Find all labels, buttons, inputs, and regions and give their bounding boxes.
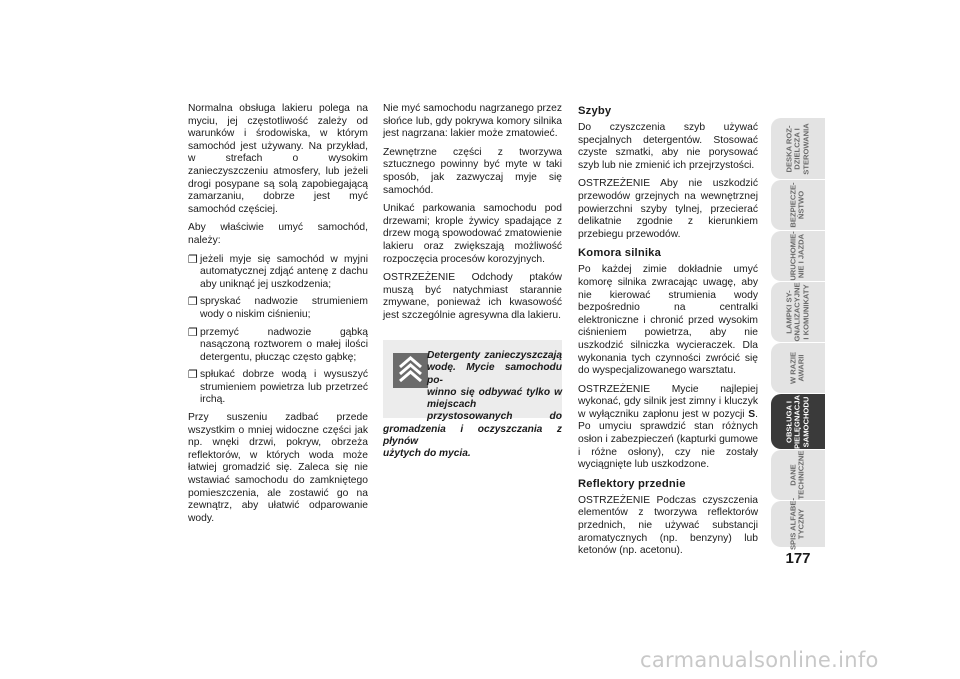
text-column-1 [188, 103, 368, 531]
sidebar-tab-dashboard[interactable] [771, 118, 825, 179]
list-item [188, 327, 368, 365]
warning-paragraph: OSTRZEŻENIE Aby nie uszkodzić przewodów grzejnych na wewnętrznej powierzchni szyby tylnej, przecierać delikatnie zgodnie z kierunkiem przebiegu przewodów. [578, 178, 758, 240]
list-item [188, 369, 368, 407]
checkbox-bullet-icon: ❐ [188, 369, 198, 382]
paragraph: Nie myć samochodu nagrzanego przez słońce lub, gdy pokrywa komory silnika jest nagrzana: lakier może zmatowieć. [383, 103, 562, 140]
checkbox-bullet-icon: ❐ [188, 296, 198, 309]
warning-paragraph: OSTRZEŻENIE Odchody ptaków muszą być natychmiast starannie zmywane, ponieważ ich kwasowość jest szczególnie agresywna dla lakieru. [383, 272, 562, 321]
text-span: . Po umyciu sprawdzić stan różnych osłon i zabezpieczeń (kapturki gumowe i różne osłony), czy nie zostały wyciągnięte lub uszkodzone. [578, 408, 758, 471]
paragraph: Po każdej zimie dokładnie umyć komorę silnika zwracając uwagę, aby nie kierować strumienia wody bezpośrednio na centralki elektroniczne i chronić przed wysokim ciśnieniem powietrza, aby nie uszkodzić silniczka wycieraczek. Dla wykonania tych czynności zwrócić się do wyspecjalizowanego warsztatu. [578, 264, 758, 377]
list-item-text: spłukać dobrze wodą i wysuszyć strumieniem powietrza lub przetrzeć irchą. [200, 369, 368, 406]
note-line: winno się odbywać tylko w [427, 386, 562, 398]
section-heading: Szyby [578, 105, 612, 117]
sidebar-tab-emergency[interactable] [771, 343, 825, 393]
sidebar-tab-label: BEZPIECZE- ŃSTWO [788, 182, 806, 228]
note-line: Detergenty zanieczyszczają [427, 350, 562, 361]
list-item [188, 296, 368, 321]
list-item-text: przemyć nadwozie gąbką nasączoną roztworem o małej ilości detergentu, płucząc często gąbkę; [200, 326, 368, 363]
paragraph: Zewnętrzne części z tworzywa sztucznego powinny być myte w taki sposób, jak zazwyczaj myje się samochód. [383, 146, 562, 196]
paragraph: Do czyszczenia szyb używać specjalnych detergentów. Stosować czyste szmatki, aby nie porysować szyb lub nie zmienić ich przejrzystości. [578, 122, 758, 171]
page-number: 177 [785, 550, 811, 567]
sidebar-tab-technical-data[interactable] [771, 450, 825, 500]
note-text [383, 350, 562, 461]
sidebar-tab-label: DANE TECHNICZNE [788, 450, 806, 500]
warning-paragraph [578, 384, 758, 472]
sidebar-tab-label: DESKA ROZ- DZIELCZA I STEROWANIA [784, 122, 811, 175]
watermark: carmanualsonline.info [640, 648, 879, 672]
list-item [188, 254, 368, 292]
sidebar-tab-label: URUCHOMIE- NIE I JAZDA [788, 231, 806, 281]
sidebar-tab-label: LAMPKI SY- GNALIZACYJNE I KOMUNIKATY [784, 282, 811, 342]
warning-paragraph: OSTRZEŻENIE Podczas czyszczenia elementów z tworzywa reflektorów przednich, nie używać substancji aromatycznych (np. benzyny) lub ketonów (np. acetonu). [578, 494, 758, 557]
paragraph: Unikać parkowania samochodu pod drzewami; krople żywicy spadające z drzew mogą spowodować zmatowienie lakieru oraz zwiększają możliwość rozpoczęcia procesów korozyjnych. [383, 203, 562, 265]
text-column-3 [578, 103, 758, 564]
sidebar-tab-safety[interactable] [771, 180, 825, 230]
paragraph: Przy suszeniu zadbać przede wszystkim o mniej widoczne części jak np. wnęki drzwi, pokryw, obrzeża reflektorów, w których woda może łatwiej gromadzić się. Zaleca się nie wstawiać samochodu do zamkniętego pomieszczenia, ale zostawić go na zewnątrz, aby ułatwić odparowanie wody. [188, 412, 368, 524]
environment-note-box [383, 340, 562, 460]
section-heading: Komora silnika [578, 247, 662, 260]
list-item-text: jeżeli myje się samochód w myjni automatycznej zdjąć antenę z dachu aby uniknąć jej uszkodzenia; [200, 253, 368, 290]
paragraph: Aby właściwie umyć samochód, należy: [188, 222, 368, 246]
note-line: użytych do mycia. [383, 448, 471, 460]
checkbox-bullet-icon: ❐ [188, 326, 198, 339]
note-line: gromadzenia i oczyszczania z płynów [383, 423, 562, 448]
sidebar-tab-label: W RAZIE AWARII [788, 351, 806, 385]
note-line: miejscach przystosowanych do [427, 399, 562, 423]
text-span: OSTRZEŻENIE Mycie najlepiej wykonać, gdy silnik jest zimny i kluczyk w wyłączniku zapłonu jest w pozycji [578, 383, 758, 420]
sidebar-tab-index[interactable] [771, 497, 825, 551]
key-position-label: S [748, 408, 756, 420]
sidebar-tab-warning-lights[interactable] [771, 282, 825, 342]
sidebar-tab-starting-driving[interactable] [771, 231, 825, 281]
text-column-2 [383, 103, 562, 329]
list-item-text: spryskać nadwozie strumieniem wody o niskim ciśnieniu; [200, 296, 368, 320]
sidebar-tab-label: OBSŁUGA I PIELĘGNACJA SAMOCHODU [784, 394, 811, 449]
checkbox-bullet-icon: ❐ [188, 253, 198, 266]
sidebar-tab-label: SPIS ALFABE- TYCZNY [788, 497, 806, 551]
paragraph: Normalna obsługa lakieru polega na myciu, jej częstotliwość zależy od warunków i środowiska, w którym samochód jest używany. Na przykład, w strefach o wysokim zanieczyszczeniu atmosfery, lub jeżeli drogi posypane są solą zapobiegającą zamarzaniu, dobrze jest myć samochód częściej. [188, 103, 368, 215]
note-line: wodę. Mycie samochodu po- [427, 362, 562, 386]
section-heading: Reflektory przednie [578, 477, 686, 490]
sidebar-tab-maintenance[interactable] [771, 394, 825, 449]
